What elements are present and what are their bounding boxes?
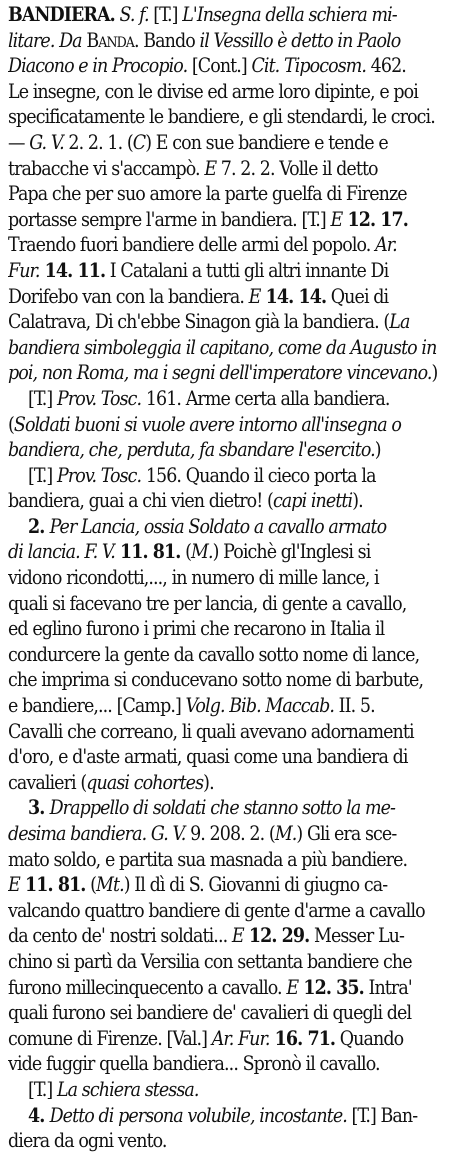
entry-text-segment: furono millecinquecento a cavallo. (8, 975, 287, 999)
entry-text-segment: poi, non Roma, ma i segni dell'imperatore vincevano. (8, 361, 432, 385)
entry-text-segment: capi inetti (272, 489, 353, 513)
entry-text-segment: Mt. (96, 873, 124, 897)
entry-text-segment: mato soldo, e partita sua masnada a più bandiere. (8, 847, 408, 871)
entry-line (8, 386, 464, 412)
entry-text-segment: C (132, 130, 146, 154)
entry-line (8, 1026, 464, 1052)
entry-text-segment: 14. 11. (39, 258, 106, 282)
entry-text-segment: d'oro, e d'aste armati, quasi come una bandiera di (8, 745, 408, 769)
entry-text-segment: 12. 29. (243, 924, 310, 948)
entry-line (8, 591, 464, 617)
entry-text-segment: Traendo fuori bandiere delle armi del popolo. (8, 233, 376, 257)
entry-text-segment: valcando quattro bandiere di gente d'arme a cavallo (8, 898, 425, 922)
entry-text-segment: Volg. Bib. Maccab. (185, 694, 334, 718)
entry-text-segment: ) Il dì di S. Giovanni di giugno ca- (123, 873, 388, 897)
entry-text-segment: S. f. (119, 3, 149, 26)
entry-text-segment: cavalieri ( (8, 770, 87, 794)
entry-text-segment: 12. 35. (298, 975, 364, 999)
entry-line (8, 463, 464, 489)
entry-text-segment: — (8, 130, 30, 154)
entry-text-segment: ( (85, 873, 97, 897)
entry-line (8, 79, 464, 105)
entry-line (8, 642, 464, 668)
entry-text-segment: Per Lancia, (49, 514, 140, 538)
entry-text-segment: bandiera, che, perduta, fa sbandare l'esercito. (8, 438, 375, 462)
entry-text-segment: Dorifebo van con la bandiera. (8, 284, 249, 308)
entry-text-segment: 462. (366, 54, 406, 78)
entry-text-segment: diera da ogni vento. (8, 1129, 167, 1153)
entry-text-segment: trabacche vi s'accampò. (8, 156, 205, 180)
entry-text-segment: ) Poichè gl'Inglesi si (212, 540, 371, 564)
entry-text-segment: ( (8, 412, 14, 436)
entry-text-segment: vidono ricondotti,..., in numero di mille lance, i (8, 566, 379, 590)
entry-text-segment: quasi cohortes (86, 770, 204, 794)
entry-text-segment: II. 5. (334, 694, 375, 718)
entry-text-segment: . Bando (133, 28, 200, 52)
entry-line (8, 539, 464, 565)
entry-line (8, 565, 464, 591)
entry-text-segment: G. V. (29, 130, 64, 154)
entry-text-segment: E (286, 975, 299, 999)
entry-text-segment: [Cont.] (187, 54, 252, 78)
entry-text-segment: E (8, 873, 20, 897)
entry-text-segment: M. (191, 540, 213, 564)
entry-text-segment: [T.] Ban- (346, 1103, 418, 1127)
entry-text-segment: portasse sempre l'arme in bandiera. [T.] (8, 207, 331, 231)
entry-line (8, 770, 464, 796)
entry-text-segment: quali si facevano tre per lancia, di gente a cavallo, (8, 591, 407, 615)
entry-text-segment: [T.] (28, 463, 57, 487)
entry-line (8, 795, 464, 821)
entry-text-segment: Prov. Tosc. (56, 463, 142, 487)
entry-text-segment: [T.] (28, 1077, 57, 1101)
entry-text-segment: 12. 17. (342, 207, 408, 231)
entry-line (8, 1103, 464, 1129)
entry-text-segment: ). (352, 489, 363, 513)
entry-text-segment: bandiera, guai a chi vien dietro! ( (8, 489, 273, 513)
entry-text-segment: Ar. Fur. (211, 1026, 270, 1050)
entry-line (8, 284, 464, 310)
entry-text-segment: L'Insegna della schiera mi- (182, 3, 397, 26)
entry-line (8, 821, 464, 847)
entry-text-segment: che imprima si conducevano sotto nome di barbute, (8, 668, 424, 692)
entry-line (8, 360, 464, 386)
entry-text-segment: Le insegne, con le divise ed arme loro dipinte, e poi (8, 79, 418, 103)
entry-text-segment: 4. (28, 1103, 50, 1127)
entry-text-segment: 9. 208. 2. ( (185, 822, 275, 845)
entry-line (8, 923, 464, 949)
entry-line (8, 156, 464, 182)
entry-text-segment: ossia Soldato a cavallo armato (143, 514, 387, 538)
entry-text-segment: Diacono e in Procopio. (8, 54, 188, 78)
entry-text-segment: Messer Lu- (309, 924, 404, 948)
entry-text-segment: Calatrava, Di ch'ebbe Sinagon già la bandiera. ( (8, 310, 390, 334)
entry-text-segment: Prov. Tosc. (56, 386, 142, 410)
entry-line (8, 744, 464, 770)
entry-line (8, 104, 464, 130)
entry-text-segment: Drappello di soldati che stanno sotto la me- (49, 796, 396, 820)
entry-line (8, 949, 464, 975)
entry-text-segment: Banda (81, 28, 134, 52)
entry-text-segment: Detto di persona volubile, incostante. (49, 1103, 347, 1127)
entry-line (8, 975, 464, 1001)
entry-text-segment: ) (431, 361, 438, 385)
entry-text-segment: I Catalani a tutti gli altri innante Di (105, 258, 389, 282)
entry-text-segment: ( (180, 540, 192, 564)
entry-line (8, 488, 464, 514)
entry-text-segment: Cavalli che correano, li quali avevano adornamenti (8, 719, 414, 743)
entry-line (8, 667, 464, 693)
entry-text-segment: ) (374, 438, 381, 462)
entry-text-segment: [T.] (148, 3, 183, 26)
entry-text-segment: quali furono sei bandiere de' cavalieri di quegli del (8, 1001, 412, 1025)
entry-text-segment: M. (274, 822, 297, 845)
entry-line (8, 872, 464, 898)
entry-text-segment: condurcere la gente da cavallo sotto nome di lance, (8, 642, 420, 666)
entry-line (8, 898, 464, 924)
entry-text-segment: E (204, 156, 217, 180)
entry-line (8, 130, 464, 156)
entry-text-segment: ). (203, 770, 214, 794)
entry-text-segment: La (389, 310, 410, 334)
entry-text-segment: Cit. Tipocosm. (251, 54, 367, 78)
entry-line (8, 1128, 464, 1154)
entry-text-segment: specificatamente le bandiere, e gli stendardi, le croci. (8, 105, 435, 129)
entry-text-segment: il Vessillo è detto in Paolo (199, 28, 401, 52)
entry-text-segment: 16. 71. (269, 1026, 336, 1050)
entry-text-segment: E (231, 924, 244, 948)
entry-text-segment: Quei di (326, 284, 389, 308)
entry-text-segment: ed eglino furono i primi che recarono in Italia il (8, 617, 385, 641)
entry-text-segment: BANDIERA. (8, 3, 115, 26)
entry-text-segment: 7. 2. 2. Volle il detto (216, 156, 378, 180)
entry-text-segment: E (248, 284, 261, 308)
entry-text-segment: Quando (335, 1026, 404, 1050)
entry-line (8, 437, 464, 463)
entry-text-segment: La schiera stessa. (56, 1077, 199, 1101)
entry-text-segment: 161. Arme certa alla bandiera. (141, 386, 390, 410)
entry-text-segment: 2. 2. 1. ( (63, 130, 133, 154)
entry-text-segment: E (330, 207, 343, 231)
entry-line (8, 309, 464, 335)
entry-line (8, 719, 464, 745)
entry-line (8, 258, 464, 284)
entry-text-segment: litare. Da (8, 28, 82, 52)
entry-text-segment: ) Gli era sce- (296, 822, 397, 845)
entry-line (8, 207, 464, 233)
entry-line (8, 1051, 464, 1077)
entry-text-segment: chino si partì da Versilia con settanta bandiere che (8, 949, 412, 973)
entry-line (8, 1077, 464, 1103)
entry-line (8, 693, 464, 719)
entry-text-segment: [T.] (28, 386, 57, 410)
entry-text-segment: desima bandiera. (8, 822, 147, 845)
entry-text-segment: comune di Firenze. [Val.] (8, 1026, 212, 1050)
entry-text-segment: 11. 81. (114, 540, 181, 564)
entry-line (8, 181, 464, 207)
entry-line (8, 2, 464, 28)
entry-text-segment: ) E con sue bandiere e tende e (145, 130, 388, 154)
dictionary-entry-bandiera (8, 2, 464, 1154)
entry-line (8, 412, 464, 438)
entry-text-segment: 11. 81. (19, 873, 86, 897)
entry-text-segment: Fur. (8, 258, 40, 282)
entry-text-segment: vide fuggir quella bandiera... Spronò il cavallo. (8, 1052, 380, 1076)
entry-line (8, 335, 464, 361)
entry-line (8, 232, 464, 258)
entry-line (8, 514, 464, 540)
entry-text-segment: 3. (28, 796, 50, 820)
entry-text-segment: F. V. (84, 540, 115, 564)
entry-line (8, 616, 464, 642)
entry-text-segment: Soldati buoni si vuole avere intorno all'insegna o (13, 412, 401, 436)
entry-text-segment: 14. 14. (260, 284, 327, 308)
entry-line (8, 28, 464, 54)
entry-line (8, 847, 464, 873)
entry-text-segment: 156. Quando il cieco porta la (141, 463, 376, 487)
entry-text-segment: G. V. (150, 822, 186, 845)
entry-text-segment: 2. (28, 514, 50, 538)
entry-text-segment: Ar. (375, 233, 397, 257)
entry-text-segment: e bandiere,... [Camp.] (8, 694, 186, 718)
entry-text-segment: Papa che per suo amore la parte guelfa di Firenze (8, 182, 407, 206)
entry-text-segment: Intra' (363, 975, 412, 999)
entry-text-segment: bandiera simboleggia il capitano, come da Augusto in (8, 335, 437, 359)
entry-text-segment: di lancia. (8, 540, 80, 564)
entry-text-segment: da cento de' nostri soldati... (8, 924, 232, 948)
entry-line (8, 1000, 464, 1026)
entry-line (8, 53, 464, 79)
